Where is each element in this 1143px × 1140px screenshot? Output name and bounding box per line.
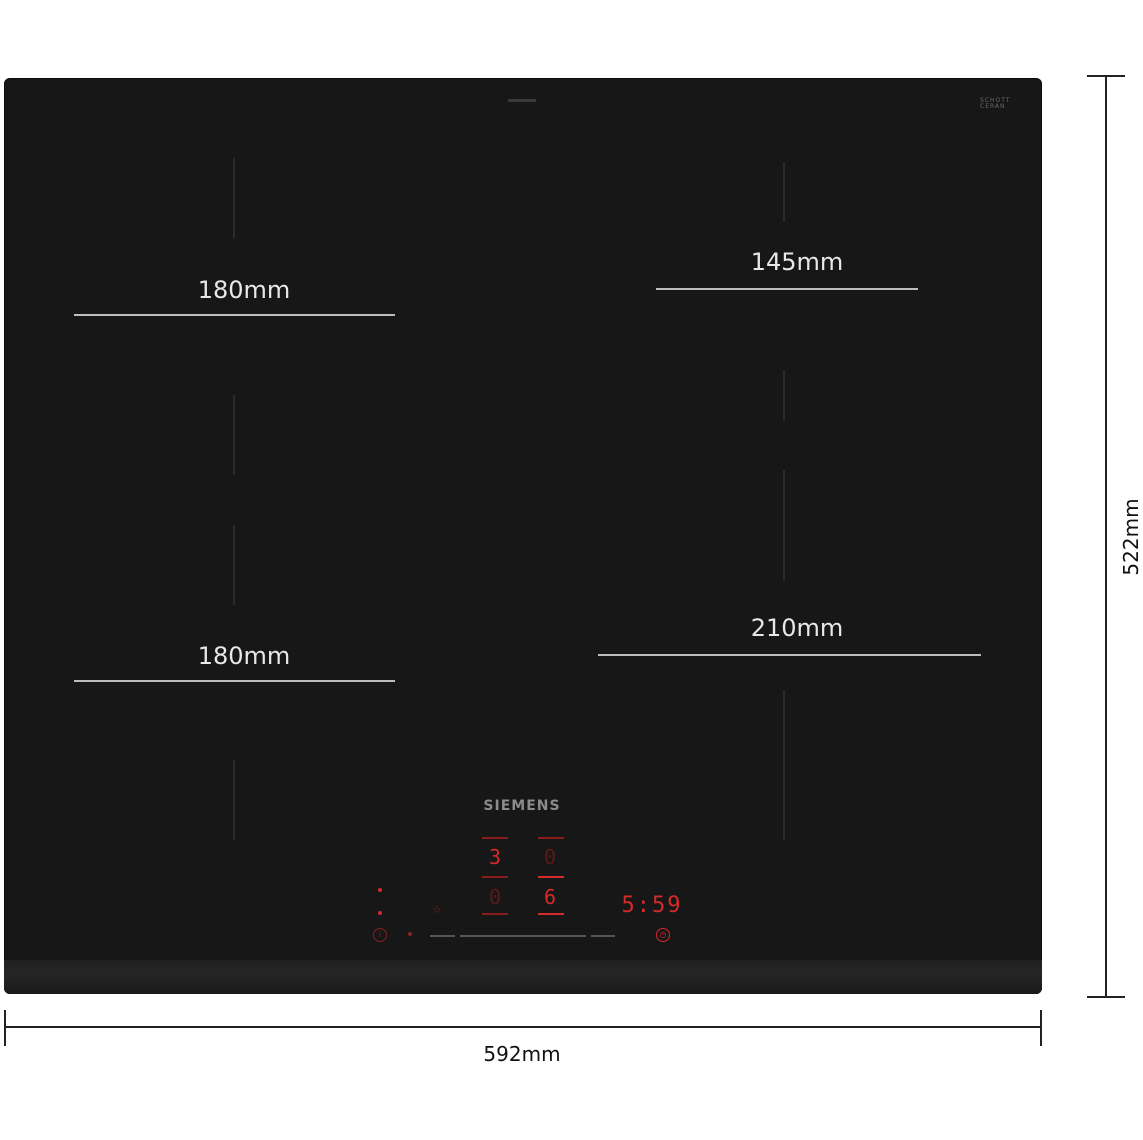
display-mid-bar-left <box>482 876 508 878</box>
timer-display[interactable]: 5:59 <box>621 893 683 918</box>
zone-rear-left-label: 180mm <box>197 276 291 304</box>
cooktop-front-edge <box>4 960 1042 994</box>
left-guide-3 <box>233 525 235 605</box>
top-center-mark <box>508 99 536 102</box>
zone-front-right-label: 210mm <box>750 614 844 642</box>
zone-front-right-line <box>598 654 981 656</box>
height-dimension-line <box>1105 76 1107 998</box>
zone-power-rear-right[interactable]: 0 <box>543 845 557 869</box>
timer-icon[interactable]: ◷ <box>656 928 670 942</box>
info-icon[interactable]: i <box>373 928 387 942</box>
glass-brand-mark <box>980 98 1010 110</box>
height-dimension-tick-top <box>1087 75 1125 77</box>
right-guide-2 <box>783 370 785 420</box>
status-dot <box>378 911 382 915</box>
zone-power-front-right[interactable]: 6 <box>543 885 557 909</box>
display-bottom-bar-right <box>538 913 564 915</box>
display-top-bar-right <box>538 837 564 839</box>
zone-rear-right-label: 145mm <box>750 248 844 276</box>
left-guide-2 <box>233 395 235 475</box>
power-slider-boost[interactable] <box>591 935 615 937</box>
height-dimension-tick-bottom <box>1087 996 1125 998</box>
zone-rear-left-line <box>74 314 395 316</box>
right-guide-4 <box>783 690 785 840</box>
width-dimension-line <box>4 1026 1042 1028</box>
right-guide-3 <box>783 470 785 580</box>
power-slider[interactable] <box>460 935 586 937</box>
lock-icon[interactable] <box>408 932 412 936</box>
star-icon[interactable]: ☆ <box>432 903 442 916</box>
glass-brand-line1: SCHOTT <box>980 97 1011 104</box>
brand-logo: SIEMENS <box>483 798 561 814</box>
display-mid-bar-right <box>538 876 564 878</box>
zone-front-left-line <box>74 680 395 682</box>
width-dimension-tick-right <box>1040 1010 1042 1046</box>
left-guide-1 <box>233 158 235 238</box>
display-bottom-bar-left <box>482 913 508 915</box>
height-dimension-label: 522mm <box>1119 498 1143 576</box>
wifi-icon[interactable] <box>378 888 382 892</box>
display-top-bar-left <box>482 837 508 839</box>
zone-front-left-label: 180mm <box>197 642 291 670</box>
zone-rear-right-line <box>656 288 918 290</box>
glass-brand-line2: CERAN <box>980 103 1006 110</box>
zone-power-front-left[interactable]: 3 <box>488 845 502 869</box>
zone-power-rear-left[interactable]: 0 <box>488 885 502 909</box>
width-dimension-tick-left <box>4 1010 6 1046</box>
cooktop-glass <box>4 78 1042 994</box>
power-slider-start[interactable] <box>430 935 455 937</box>
width-dimension-label: 592mm <box>483 1042 561 1066</box>
right-guide-1 <box>783 162 785 222</box>
left-guide-4 <box>233 760 235 840</box>
